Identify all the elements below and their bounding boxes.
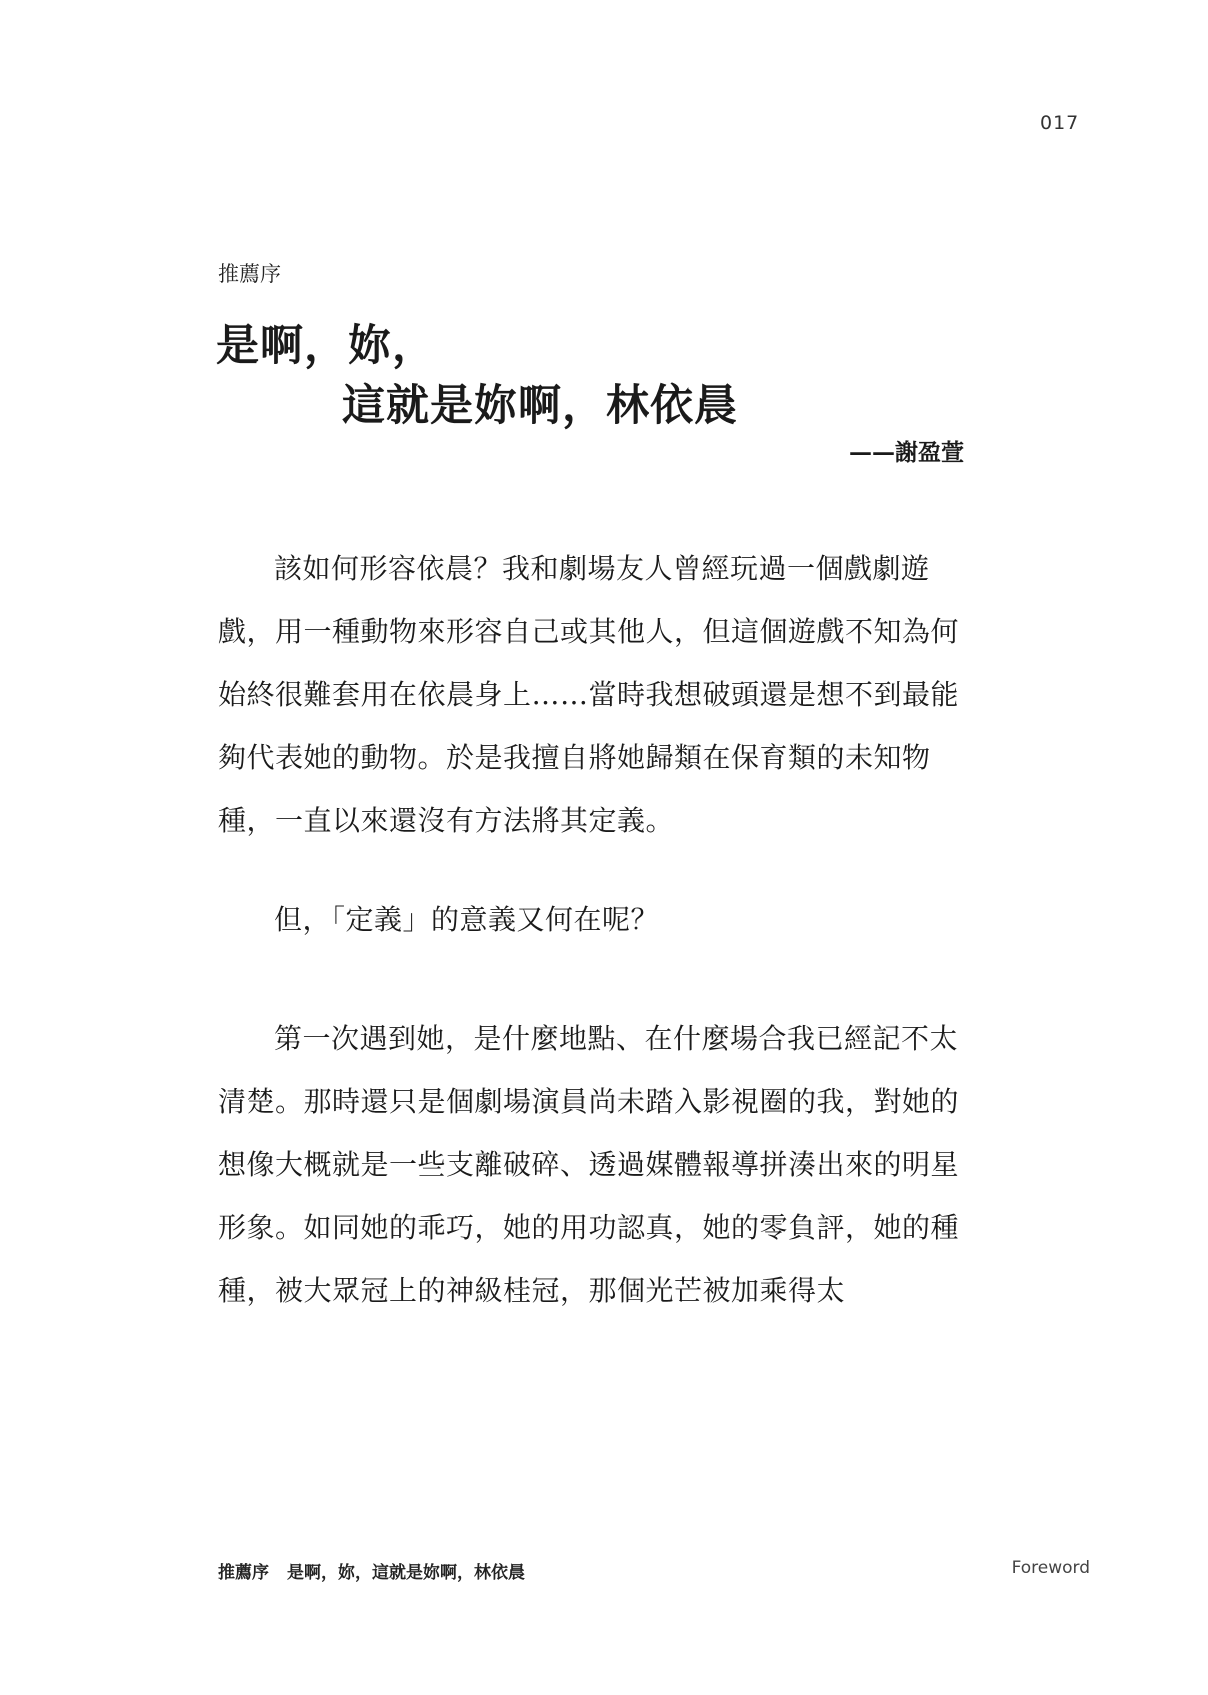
section-label: 推薦序 [218,262,281,286]
footer-section: 推薦序 [218,1563,269,1583]
body-paragraph-1 [218,537,966,852]
running-footer [218,1558,525,1583]
paragraph-text: 第一次遇到她，是什麼地點、在什麼場合我已經記不太清楚。那時還只是個劇場演員尚未踏入影視圈的我，對她的想像大概就是一些支離破碎、透過媒體報導拼湊出來的明星形象。如同她的乖巧，她的用功認真，她的零負評，她的種種，被大眾冠上的神級桂冠，那個光芒被加乘得太 [218,1022,960,1307]
footer-label: Foreword [1011,1558,1090,1578]
title-line-1: 是啊，妳， [216,321,436,371]
title-line-2: 這就是妳啊，林依晨 [342,381,738,431]
body-paragraph-2 [218,888,966,951]
paragraph-text: 該如何形容依晨？我和劇場友人曾經玩過一個戲劇遊戲，用一種動物來形容自己或其他人，但這個遊戲不知為何始終很難套用在依晨身上……當時我想破頭還是想不到最能夠代表她的動物。於是我擅自將她歸類在保育類的未知物種，一直以來還沒有方法將其定義。 [218,552,960,837]
footer-title: 是啊，妳，這就是妳啊，林依晨 [287,1563,525,1583]
author-byline: ——謝盈萱 [849,439,964,466]
body-paragraph-3 [218,1007,966,1322]
paragraph-text: 但，「定義」的意義又何在呢？ [274,903,660,936]
page-number: 017 [1040,112,1080,134]
